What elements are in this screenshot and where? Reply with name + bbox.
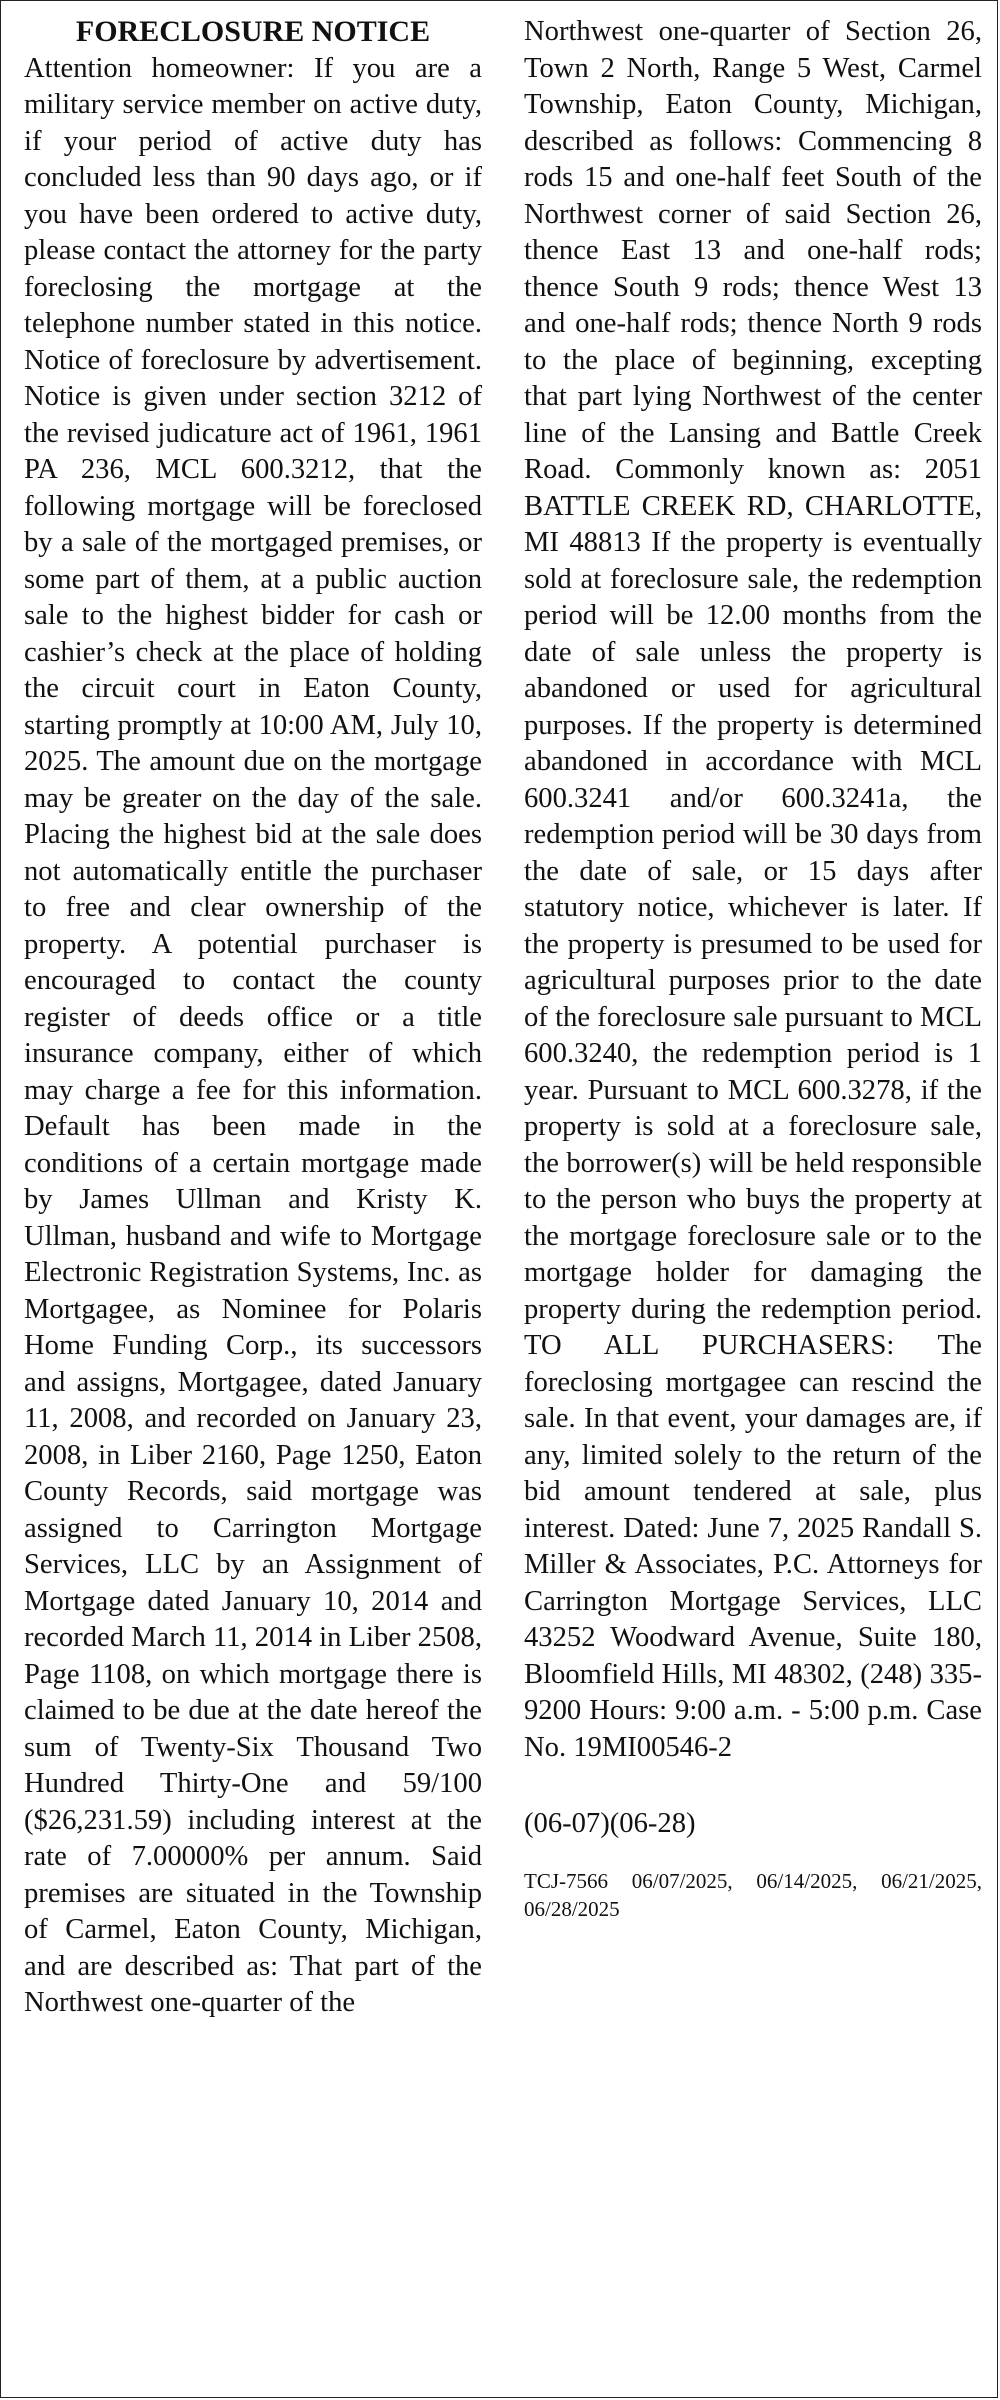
notice-body-left: Attention homeowner: If you are a military service member on active duty, if your period of active duty has concluded less than 90 days ago, or if you have been ordered to active duty, please contact the attorney for the party foreclosing the mortgage at the telephone number stated in this notice. Notice of foreclosure by advertisement. Notice is given under section 3212 of the revised judicature act of 1961, 1961 PA 236, MCL 600.3212, that the following mortgage will be foreclosed by a sale of the mortgaged premises, or some part of them, at a public auction sale to the highest bidder for cash or cashier’s check at the place of holding the circuit court in Eaton County, starting promptly at 10:00 AM, July 10, 2025. The amount due on the mortgage may be greater on the day of the sale. Placing the highest bid at the sale does not automatically entitle the purchaser to free and clear ownership of the property. A potential purchaser is encouraged to contact the county register of deeds office or a title insurance company, either of which may charge a fee for this information. Default has been made in the conditions of a certain mortgage made by James Ullman and Kristy K. Ullman, husband and wife to Mortgage Electronic Registration Systems, Inc. as Mortgagee, as Nominee for Polaris Home Funding Corp., its successors and assigns, Mortgagee, dated January 11, 2008, and recorded on January 23, 2008, in Liber 2160, Page 1250, Eaton County Records, said mortgage was assigned to Carrington Mortgage Services, LLC by an Assignment of Mortgage dated January 10, 2014 and recorded March 11, 2014 in Liber 2508, Page 1108, on which mortgage there is claimed to be due at the date hereof the sum of Twenty-Six Thousand Two Hundred Thirty-One and 59/100 ($26,231.59) including interest at the rate of 7.00000% per annum. Said premises are situated in the Township of Carmel, Eaton County, Michigan, and are described as: That part of the Northwest one-quarter of the bbox=[24, 52, 482, 2018]
notice-column-right bbox=[524, 14, 982, 1923]
notice-title: FORECLOSURE NOTICE bbox=[75, 15, 431, 48]
publication-footer: TCJ-7566 06/07/2025, 06/14/2025, 06/21/2025, 06/28/2025 bbox=[524, 1868, 982, 1921]
run-dates: (06-07)(06-28) bbox=[524, 1808, 696, 1839]
notice-body-right: Northwest one-quarter of Section 26, Town 2 North, Range 5 West, Carmel Township, Eaton County, Michigan, described as follows: Commencing 8 rods 15 and one-half feet South of the Northwest corner of said Section 26, thence East 13 and one-half rods; thence South 9 rods; thence West 13 and one-half rods; thence North 9 rods to the place of beginning, excepting that part lying Northwest of the center line of the Lansing and Battle Creek Road. Commonly known as: 2051 BATTLE CREEK RD, CHARLOTTE, MI 48813 If the property is eventually sold at foreclosure sale, the redemption period will be 12.00 months from the date of sale unless the property is abandoned or used for agricultural purposes. If the property is determined abandoned in accordance with MCL 600.3241 and/or 600.3241a, the redemption period will be 30 days from the date of sale, or 15 days after statutory notice, whichever is later. If the property is presumed to be used for agricultural purposes prior to the date of the foreclosure sale pursuant to MCL 600.3240, the redemption period is 1 year. Pursuant to MCL 600.3278, if the property is sold at a foreclosure sale, the borrower(s) will be held responsible to the person who buys the property at the mortgage foreclosure sale or to the mortgage holder for damaging the property during the redemption period. TO ALL PURCHASERS: The foreclosing mortgagee can rescind the sale. In that event, your damages are, if any, limited solely to the return of the bid amount tendered at sale, plus interest. Dated: June 7, 2025 Randall S. Miller & Associates, P.C. Attorneys for Carrington Mortgage Services, LLC 43252 Woodward Avenue, Suite 180, Bloomfield Hills, MI 48302, (248) 335-9200 Hours: 9:00 a.m. - 5:00 p.m. Case No. 19MI00546-2 bbox=[524, 16, 982, 1763]
notice-column-left bbox=[24, 14, 482, 2022]
